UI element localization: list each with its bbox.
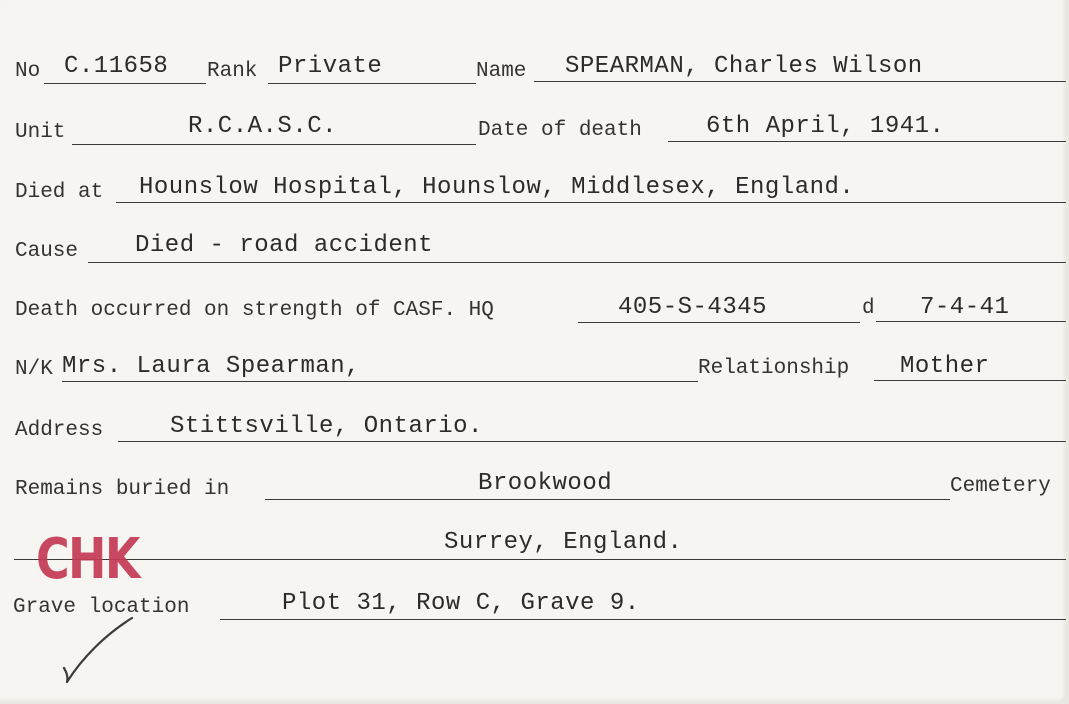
remains-label: Remains buried in: [15, 478, 230, 501]
relationship-value: Mother: [900, 353, 990, 380]
strength-d-value: 7-4-41: [920, 294, 1010, 321]
date-of-death-value: 6th April, 1941.: [706, 113, 945, 140]
unit-label: Unit: [15, 121, 66, 144]
cemetery-label: Cemetery: [950, 475, 1051, 498]
name-label: Name: [476, 60, 527, 83]
remains-underline: [265, 499, 950, 500]
strength-d-label: d: [862, 297, 875, 320]
remains-value: Brookwood: [478, 470, 613, 497]
relationship-label: Relationship: [698, 357, 850, 380]
grave-location-underline: [220, 619, 1066, 620]
cause-underline: [88, 262, 1066, 263]
address-underline: [118, 441, 1066, 442]
relationship-underline: [874, 380, 1066, 381]
died-at-value: Hounslow Hospital, Hounslow, Middlesex, England.: [139, 174, 855, 201]
strength-value: 405-S-4345: [618, 294, 768, 321]
remains-value-line2: Surrey, England.: [444, 529, 683, 556]
rank-underline: [268, 83, 476, 84]
chk-stamp: CHK: [36, 527, 139, 592]
grave-location-value: Plot 31, Row C, Grave 9.: [282, 590, 640, 617]
no-value: C.11658: [64, 53, 169, 80]
next-of-kin-value: Mrs. Laura Spearman,: [62, 353, 361, 380]
strength-label: Death occurred on strength of CASF. HQ: [15, 299, 494, 322]
next-of-kin-underline: [62, 381, 698, 382]
name-value: SPEARMAN, Charles Wilson: [565, 53, 923, 80]
address-value: Stittsville, Ontario.: [170, 413, 483, 440]
died-at-underline: [116, 202, 1066, 203]
date-of-death-label: Date of death: [478, 119, 642, 142]
died-at-label: Died at: [15, 181, 104, 204]
no-label: No: [15, 60, 41, 83]
no-underline: [44, 83, 206, 84]
rank-value: Private: [278, 53, 383, 80]
next-of-kin-label: N/K: [15, 358, 53, 381]
remains-line2-underline: [14, 559, 1066, 560]
strength-underline: [578, 322, 860, 323]
date-of-death-underline: [668, 141, 1066, 142]
address-label: Address: [15, 419, 104, 442]
unit-underline: [72, 144, 476, 145]
checkmark-icon: [58, 612, 138, 688]
rank-label: Rank: [207, 60, 258, 83]
cause-value: Died - road accident: [135, 232, 434, 259]
name-underline: [534, 81, 1066, 82]
strength-d-underline: [876, 321, 1066, 322]
unit-value: R.C.A.S.C.: [188, 113, 338, 140]
grave-location-label: Grave location: [13, 596, 190, 619]
cause-label: Cause: [15, 240, 79, 263]
